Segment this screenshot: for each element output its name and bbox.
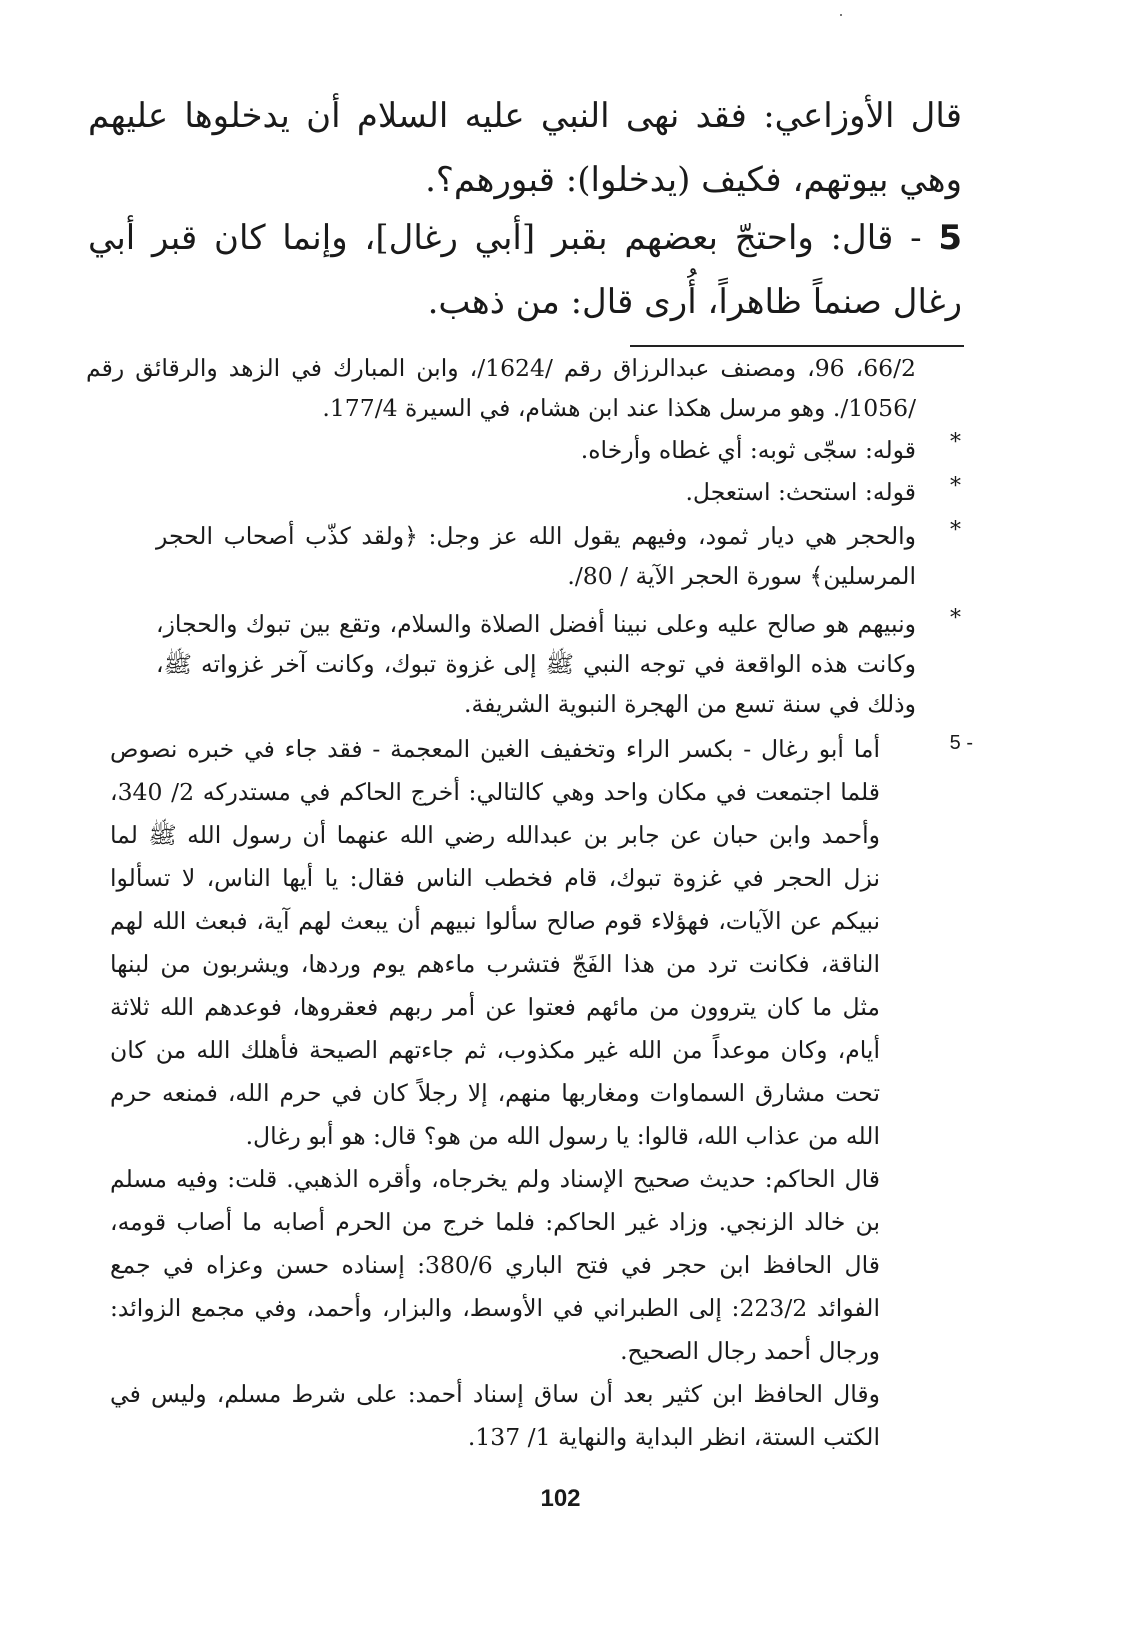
footnote-reference-continuation: 66/2، 96، ومصنف عبدالرزاق رقم /1624/، وابن المبارك في الزهد والرقائق رقم /1056/. وهو مرسل هكذا عند ابن هشام، في السيرة 177/4. xyxy=(86,354,916,422)
footnote-5 xyxy=(110,728,880,1459)
footnote-bullet: ونبيهم هو صالح عليه وعلى نبينا أفضل الصلاة والسلام، وتقع بين تبوك والحجاز، وكانت هذه الواقعة في توجه النبي ﷺ إلى غزوة تبوك، وكانت آخر غزواته ﷺ، وذلك في سنة تسع من الهجرة النبوية الشريفة. xyxy=(156,610,916,718)
footnote-bullet: قوله: سجّى ثوبه: أي غطاه وأرخاه. xyxy=(580,436,916,464)
main-paragraph-2-number: 5 xyxy=(938,218,962,258)
scan-speck xyxy=(840,14,842,16)
footnote-5-number: 5 - xyxy=(949,732,973,754)
page-number: 102 xyxy=(540,1485,581,1512)
footnote-bullet: قوله: استحث: استعجل. xyxy=(685,478,916,506)
main-paragraph-2-text: - قال: واحتجّ بعضهم بقبر [أبي رغال]، وإنما كان قبر أبي رغال صنماً ظاهراً، أُرى قال: من ذهب. xyxy=(88,218,962,322)
bullet-asterisk: * xyxy=(950,430,961,455)
footnote-5-paragraph: قال الحاكم: حديث صحيح الإسناد ولم يخرجاه، وأقره الذهبي. قلت: وفيه مسلم بن خالد الزنجي. وزاد غير الحاكم: فلما خرج من الحرم أصابه ما أصاب قومه، قال الحافظ ابن حجر في فتح الباري 380/6: إسناده حسن وعزاه في جمع الفوائد 223/2: إلى الطبراني في الأوسط، والبزار، وأحمد، وفي مجمع الزوائد: ورجال أحمد رجال الصحيح. xyxy=(110,1165,881,1365)
footnote-5-paragraph: أما أبو رغال - بكسر الراء وتخفيف الغين المعجمة - فقد جاء في خبره نصوص قلما اجتمعت في مكان واحد وهي كالتالي: أخرج الحاكم في مستدركه 2/ 340، وأحمد وابن حبان عن جابر بن عبدالله رضي الله عنهما أن رسول الله ﷺ لما نزل الحجر في غزوة تبوك، قام فخطب الناس فقال: يا أيها الناس، لا تسألوا نبيكم عن الآيات، فهؤلاء قوم صالح سألوا نبيهم أن يبعث لهم آية، فبعث الله لهم الناقة، فكانت ترد من هذا الفَجّ فتشرب ماءهم يوم وردها، ويشربون من لبنها مثل ما كان يتروون من مائهم فعتوا عن أمر ربهم فعقروها، فوعدهم الله ثلاثة أيام، وكان موعداً من الله غير مكذوب، ثم جاءتهم الصيحة فأهلك الله من كان تحت مشارق السماوات ومغاربها منهم، إلا رجلاً كان في حرم الله، فمنعه حرم الله من عذاب الله، قالوا: يا رسول الله من هو؟ قال: هو أبو رغال. xyxy=(110,735,881,1150)
bullet-asterisk: * xyxy=(950,606,961,631)
bullet-asterisk: * xyxy=(950,474,961,499)
footnote-bullet: والحجر هي ديار ثمود، وفيهم يقول الله عز وجل: ﴿ولقد كذّب أصحاب الحجر المرسلين﴾ سورة الحجر الآية / 80/. xyxy=(156,522,916,590)
main-paragraph-1: قال الأوزاعي: فقد نهى النبي عليه السلام أن يدخلوها عليهم وهي بيوتهم، فكيف (يدخلوا): قبورهم؟. xyxy=(88,96,962,200)
footnote-separator xyxy=(630,345,964,347)
footnote-5-paragraph: وقال الحافظ ابن كثير بعد أن ساق إسناد أحمد: على شرط مسلم، وليس في الكتب الستة، انظر البداية والنهاية 1/ 137. xyxy=(110,1380,880,1451)
main-paragraph-2 xyxy=(88,206,962,334)
bullet-asterisk: * xyxy=(950,518,961,543)
